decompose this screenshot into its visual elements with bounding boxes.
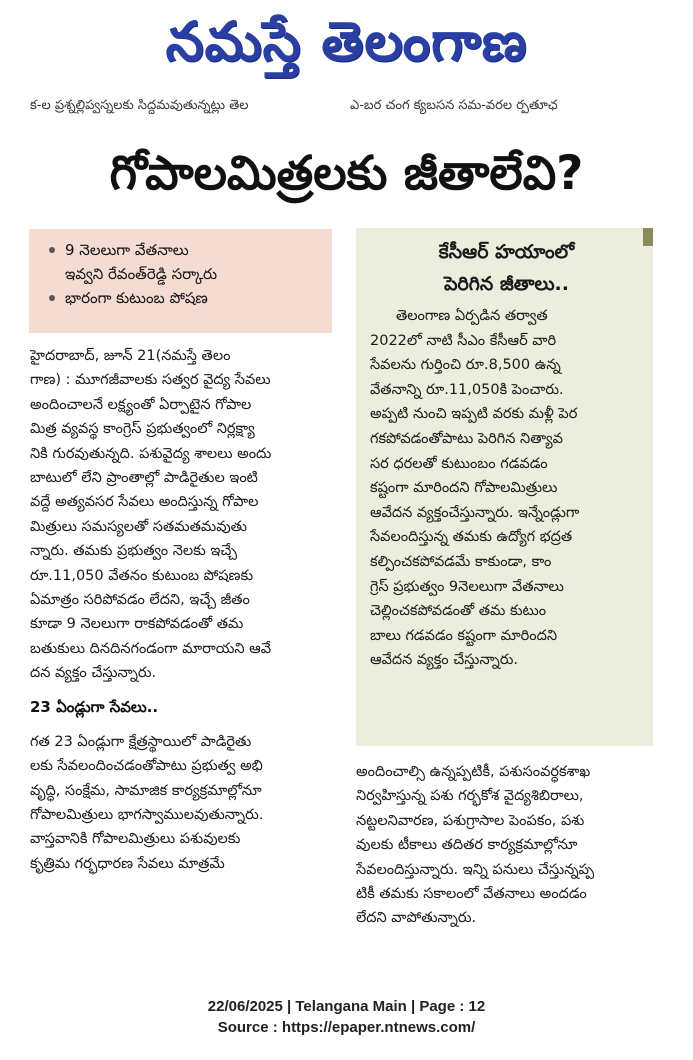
text-line: సేవలందిస్తున్నారు. ఇన్ని పనులు చేస్తున్నప్ప — [356, 861, 595, 878]
article-paragraph-3 — [356, 760, 656, 931]
text-line: సర ధరలతో కుటుంబం గడవడం — [370, 455, 548, 472]
text-line: హైదరాబాద్, జూన్ 21(నమస్తే తెలం — [30, 348, 231, 364]
sidebar-accent-bar — [643, 228, 653, 246]
text-line: మిత్రులు సమస్యలతో సతమతమవుతు — [30, 518, 247, 535]
footer-date-edition-page: 22/06/2025 | Telangana Main | Page : 12 — [207, 998, 486, 1015]
page-footer — [0, 996, 693, 1038]
text-line: చెల్లించకపోవడంతో తమ కుటుం — [370, 603, 547, 620]
clipped-text-right: ఎ-బర చంగ క్యబసన సమ-వరల ర్పతూఛ — [350, 98, 558, 113]
footer-source-link[interactable]: Source : https://epaper.ntnews.com/ — [217, 1019, 476, 1036]
highlights-box — [29, 229, 332, 333]
text-line: ఆవేదన వ్యక్తంచేస్తున్నారు. ఇన్నేండ్లుగా — [370, 504, 580, 521]
text-line: కల్పించకపోవడమే కాకుండా, కాం — [370, 553, 552, 570]
highlight-item: భారంగా కుటుంబ పోషణ — [49, 286, 322, 310]
text-line: అప్పటి నుంచి ఇప్పటి వరకు మళ్లీ పెర — [370, 406, 578, 423]
article-left-column — [30, 344, 332, 876]
masthead-logo-text: నమస్తే తెలంగాణ — [165, 9, 528, 73]
article-paragraph-2 — [30, 730, 332, 876]
text-line: నికి గురవుతున్నది. పశువైద్య శాలలు అందు — [30, 445, 272, 462]
text-line: దన వ్యక్తం చేస్తున్నారు. — [30, 665, 157, 682]
article-subheading: 23 ఏండ్లుగా సేవలు.. — [30, 697, 159, 716]
sidebar-title-line: పెరిగిన జీతాలు.. — [444, 273, 569, 295]
text-line: బాటులో లేని ప్రాంతాల్లో పాడిరైతుల ఇంటి — [30, 470, 258, 487]
clipped-previous-article-line — [0, 92, 693, 114]
text-line: ఏమాత్రం సరిపోవడం లేదని, ఇచ్చే జీతం — [30, 592, 250, 609]
text-line: వృద్ధి, సంక్షేమ, సామాజిక కార్యక్రమాల్లోనూ — [30, 782, 262, 799]
text-line: బతుకులు దినదినగండంగా మారాయని ఆవే — [30, 640, 272, 657]
text-line: సేవలను గుర్తించి రూ.8,500 ఉన్న — [370, 357, 561, 374]
text-line: వాస్తవానికి గోపాలమిత్రులు పశువులకు — [30, 831, 241, 848]
text-line: కృత్రిమ గర్భధారణ సేవలు మాత్రమే — [30, 855, 225, 872]
highlight-item: ఇవ్వని రేవంత్‌రెడ్డి సర్కారు — [65, 265, 218, 283]
sidebar-title-line: కేసీఆర్ హయాంలో — [438, 241, 575, 263]
text-line: అందించాలనే లక్ష్యంతో ఏర్పాటైన గోపాల — [30, 396, 252, 413]
text-line: కూడా 9 నెలలుగా రాకపోవడంతో తమ — [30, 616, 244, 633]
text-line: గాణ) : మూగజీవాలకు సత్వర వైద్య సేవలు — [30, 372, 271, 389]
article-paragraph-1 — [30, 344, 332, 686]
article-headline: గోపాలమిత్రలకు జీతాలేవి? — [109, 146, 584, 201]
text-line: నట్టలనివారణ, పశుగ్రాసాల పెంపకం, పశు — [356, 812, 585, 829]
text-line: న్నారు. తమకు ప్రభుత్వం నెలకు ఇచ్చే — [30, 543, 238, 560]
sidebar-paragraph — [370, 304, 643, 673]
text-line: రూ.11,050 వేతనం కుటుంబ పోషణకు — [30, 567, 254, 584]
text-line: లేదని వాపోతున్నారు. — [356, 910, 477, 927]
text-line: 2022లో నాటి సీఎం కేసీఆర్ వారి — [370, 332, 557, 349]
text-line: వేతనాన్ని రూ.11,050కి పెంచారు. — [370, 381, 564, 398]
text-line: లకు సేవలందించడంతోపాటు ప్రభుత్వ అభి — [30, 758, 263, 775]
text-line: గకపోవడంతోపాటు పెరిగిన నిత్యావ — [370, 430, 563, 447]
article-right-column — [356, 760, 656, 931]
text-line: గోపాలమిత్రులు భాగస్వాములవుతున్నారు. — [30, 806, 264, 823]
text-line: బాలు గడవడం కష్టంగా మారిందని — [370, 627, 557, 644]
text-line: ఆవేదన వ్యక్తం చేస్తున్నారు. — [370, 652, 519, 669]
text-line: వద్దే అత్యవసర సేవలు అందిస్తున్న గోపాల — [30, 494, 259, 511]
highlight-item: 9 నెలలుగా వేతనాలు — [49, 238, 322, 262]
sidebar-box — [356, 228, 653, 746]
text-line: సేవలందిస్తున్న తమకు ఉద్యోగ భద్రత — [370, 529, 573, 546]
text-line: కష్టంగా మారిందని గోపాలమిత్రులు — [370, 480, 558, 497]
clipped-text-left: క-ల ప్రశ్నల్లిప్వస్నలకు సిద్ధమవుతున్నట్లు తెల — [30, 98, 249, 113]
text-line: టికీ తమకు సకాలంలో వేతనాలు అందడం — [356, 886, 587, 903]
text-line: గత 23 ఏండ్లుగా క్షేత్రస్థాయిలో పాడిరైతు — [30, 733, 252, 750]
text-line: వులకు టీకాలు తదితర కార్యక్రమాల్లోనూ — [356, 837, 578, 854]
text-line: అందించాల్సి ఉన్నప్పటికీ, పశుసంవర్ధకశాఖ — [356, 764, 591, 780]
text-line: తెలంగాణ ఏర్పడిన తర్వాత — [396, 308, 548, 324]
newspaper-masthead — [0, 0, 693, 82]
text-line: గ్రెస్ ప్రభుత్వం 9నెలలుగా వేతనాలు — [370, 578, 564, 595]
text-line: నిర్వహిస్తున్న పశు గర్భకోశ వైద్యశిబిరాలు, — [356, 788, 584, 805]
text-line: మిత్ర వ్యవస్థ కాంగ్రెస్ ప్రభుత్వంలో నిర్లక్ష్యా — [30, 421, 255, 438]
